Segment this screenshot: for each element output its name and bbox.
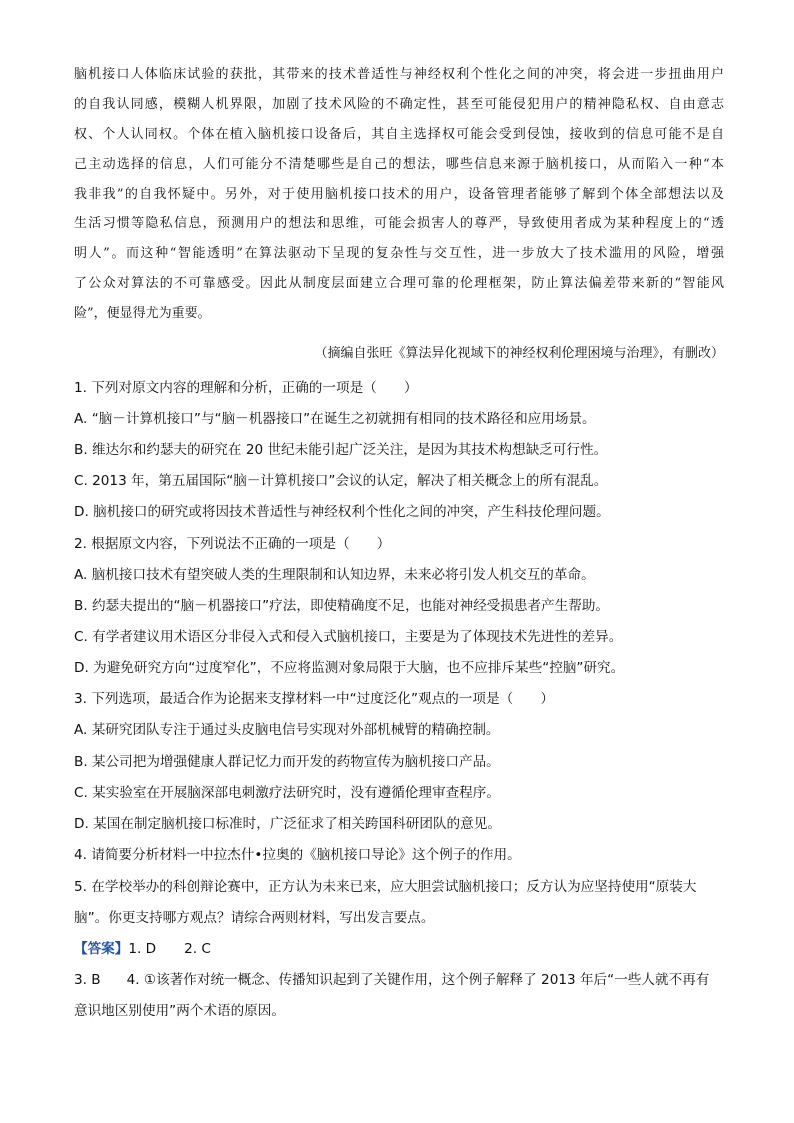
question-3-option-b: B. 某公司把为增强健康人群记忆力而开发的药物宣传为脑机接口产品。 (74, 754, 500, 770)
passage-line: 我非我”的自我怀疑中。另外，对于使用脑机接口技术的用户，设备管理者能够了解到个体全部想法以及 (74, 186, 724, 202)
passage-line: 险”，便显得尤为重要。 (74, 306, 211, 322)
question-4-stem: 4. 请简要分析材料一中拉杰什•拉奥的《脑机接口导论》这个例子的作用。 (74, 847, 521, 863)
question-2-stem: 2. 根据原文内容，下列说法不正确的一项是（ ） (74, 536, 391, 552)
passage-line: 己主动选择的信息，人们可能分不清楚哪些是自己的想法，哪些信息来源于脑机接口，从而陷入一种“本 (74, 156, 724, 172)
question-3-option-c: C. 某实验室在开展脑深部电刺激疗法研究时，没有遵循伦理审查程序。 (74, 785, 500, 801)
question-1-option-b: B. 维达尔和约瑟夫的研究在 20 世纪未能引起广泛关注，是因为其技术构想缺乏可行性。 (74, 442, 608, 458)
question-3-option-a: A. 某研究团队专注于通过头皮脑电信号实现对外部机械臂的精确控制。 (74, 722, 500, 738)
question-1-option-d: D. 脑机接口的研究或将因技术普适性与神经权利个性化之间的冲突，产生科技伦理问题。 (74, 504, 610, 520)
answer-tag: 【答案】 (74, 941, 129, 957)
question-1-stem: 1. 下列对原文内容的理解和分析，正确的一项是（ ） (74, 380, 418, 396)
answer-4-continued: 意识地区别使用”两个术语的原因。 (74, 1003, 285, 1019)
passage-source: （摘编自张旺《算法异化视域下的神经权利伦理困境与治理》，有删改） (314, 346, 724, 361)
passage-line: 脑机接口人体临床试验的获批，其带来的技术普适性与神经权利个性化之间的冲突，将会进一步扭曲用户 (74, 67, 724, 82)
passage-line: 的自我认同感，模糊人机界限，加剧了技术风险的不确定性，甚至可能侵犯用户的精神隐私权、自由意志 (74, 96, 724, 112)
answer-line (74, 939, 724, 959)
answer-3: 3. B (74, 972, 101, 988)
reading-passage (74, 60, 724, 329)
passage-line: 明人”。而这种“智能透明”在算法驱动下呈现的复杂性与交互性，进一步放大了技术滥用的风险，增强 (74, 246, 724, 262)
question-1-option-a: A. “脑－计算机接口”与“脑－机器接口”在诞生之初就拥有相同的技术路径和应用场景。 (74, 411, 596, 427)
question-1-option-c: C. 2013 年，第五届国际“脑－计算机接口”会议的认定，解决了相关概念上的所有混乱。 (74, 473, 608, 489)
answer-line (74, 970, 724, 990)
passage-line: 生活习惯等隐私信息，预测用户的想法和思维，可能会损害人的尊严，导致使用者成为某种程度上的“透 (74, 216, 724, 232)
question-5-line: 5. 在学校举办的科创辩论赛中，正方认为未来已来，应大胆尝试脑机接口；反方认为应坚持使用“原装大 (74, 879, 697, 895)
question-3-option-d: D. 某国在制定脑机接口标准时，广泛征求了相关跨国科研团队的意见。 (74, 816, 501, 832)
question-2-option-d: D. 为避免研究方向“过度窄化”，不应将监测对象局限于大脑，也不应排斥某些“控脑”研究。 (74, 660, 625, 676)
answer-1: 1. D (128, 941, 157, 957)
question-2-option-a: A. 脑机接口技术有望突破人类的生理限制和认知边界，未来必将引发人机交互的革命。 (74, 567, 595, 583)
passage-line: 权、个人认同权。个体在植入脑机接口设备后，其自主选择权可能会受到侵蚀，接收到的信息可能不是自 (74, 126, 724, 142)
answer-2: 2. C (184, 941, 211, 957)
question-5-line: 脑”。你更支持哪方观点？请综合两则材料，写出发言要点。 (74, 910, 435, 926)
question-3-stem: 3. 下列选项，最适合作为论据来支撑材料一中“过度泛化”观点的一项是（ ） (74, 691, 554, 707)
question-2-option-b: B. 约瑟夫提出的“脑－机器接口”疗法，即使精确度不足，也能对神经受损患者产生帮助。 (74, 598, 610, 614)
passage-line: 了公众对算法的不可靠感受。因此从制度层面建立合理可靠的伦理框架，防止算法偏差带来新的“智能风 (74, 276, 724, 292)
answer-4: 4. ①该著作对统一概念、传播知识起到了关键作用，这个例子解释了 2013 年后“一些人就不再有 (126, 972, 710, 988)
question-2-option-c: C. 有学者建议用术语区分非侵入式和侵入式脑机接口，主要是为了体现技术先进性的差异。 (74, 629, 623, 645)
